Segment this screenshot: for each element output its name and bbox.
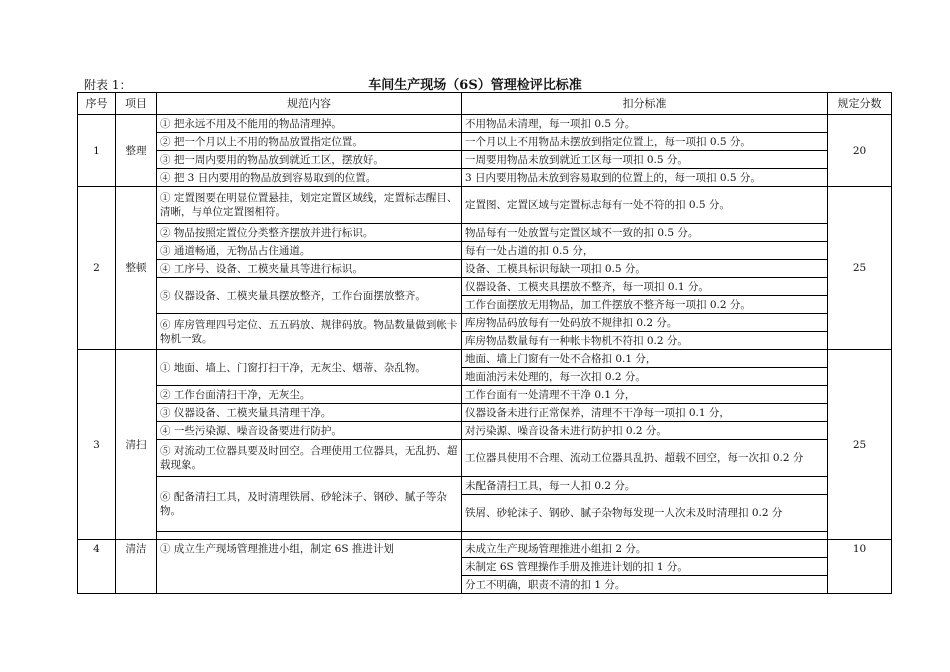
table-row [78,278,892,296]
deduct-cell: 未制定 6S 管理操作手册及推进计划的扣 1 分。 [462,558,828,576]
deduct-cell: 每有一处占道的扣 0.5 分， [462,242,828,260]
table-row [78,350,892,368]
deduct-cell: 库房物品码放每有一处码放不规律扣 0.2 分。 [462,314,828,332]
deduct-cell: 地面油污未处理的，每一次扣 0.2 分。 [462,368,828,386]
content-cell: ⑤ 仪器设备、工模夹量具摆放整齐，工作台面摆放整齐。 [157,278,462,314]
attachment-label: 附表 1： [84,78,132,92]
table-row [78,242,892,260]
table-row [78,477,892,495]
deduct-cell: 仪器设备、工模夹具摆放不整齐，每一项扣 0.1 分。 [462,278,828,296]
table-row [78,386,892,404]
table-row [78,540,892,558]
content-cell: ① 地面、墙上、门窗打扫干净，无灰尘、烟蒂、杂乱物。 [157,350,462,386]
table-row [78,260,892,278]
content-cell: ② 把一个月以上不用的物品放置指定位置。 [157,133,462,151]
content-cell: ② 工作台面清扫干净，无灰尘。 [157,386,462,404]
deduct-cell: 3 日内要用物品未放到容易取到的位置上的，每一项扣 0.5 分。 [462,169,828,187]
content-cell: ① 把永远不用及不能用的物品清理掉。 [157,115,462,133]
table-row [78,169,892,187]
section-seq: 2 [78,187,116,350]
table-row [78,133,892,151]
content-cell: ⑥ 配备清扫工具，及时清理铁屑、砂轮沫子、钢砂、腻子等杂物。 [157,477,462,532]
deduct-cell: 不用物品未清理，每一项扣 0.5 分。 [462,115,828,133]
deduct-cell: 库房物品数量每有一种帐卡物机不符扣 0.2 分。 [462,332,828,350]
section-seq: 1 [78,115,116,187]
content-cell: ③ 通道畅通，无物品占住通道。 [157,242,462,260]
deduct-cell: 物品每有一处放置与定置区域不一致的扣 0.5 分。 [462,224,828,242]
section-score: 20 [828,115,892,187]
table-row [78,440,892,477]
deduct-cell: 对污染源、噪音设备未进行防护扣 0.2 分。 [462,422,828,440]
section-score: 10 [828,540,892,594]
table-row [78,314,892,332]
deduct-cell: 定置图、定置区域与定置标志每有一处不符的扣 0.5 分。 [462,187,828,224]
content-cell: ⑤ 对流动工位器具要及时回空。合理使用工位器具，无乱扔、超载现象。 [157,440,462,477]
content-cell: ④ 一些污染源、噪音设备要进行防护。 [157,422,462,440]
deduct-cell: 仪器设备未进行正常保养，清理不干净每一项扣 0.1 分， [462,404,828,422]
table-row [78,422,892,440]
section-item: 清扫 [116,350,157,540]
content-cell: ③ 仪器设备、工模夹量具清理干净。 [157,404,462,422]
header-seq: 序号 [78,93,116,115]
deduct-cell: 未成立生产现场管理推进小组扣 2 分。 [462,540,828,558]
deduct-cell: 分工不明确，职责不清的扣 1 分。 [462,576,828,594]
content-cell: ① 成立生产现场管理推进小组，制定 6S 推进计划 [157,540,462,594]
section-item: 整顿 [116,187,157,350]
evaluation-table [77,92,892,594]
content-cell: ② 物品按照定置位分类整齐摆放并进行标识。 [157,224,462,242]
table-row [78,187,892,224]
deduct-cell: 工作台面有一处清理不干净 0.1 分， [462,386,828,404]
header-score: 规定分数 [828,93,892,115]
section-item: 整理 [116,115,157,187]
deduct-cell: 一周要用物品未放到就近工区每一项扣 0.5 分。 [462,151,828,169]
header-row [78,93,892,115]
header-deduct: 扣分标准 [462,93,828,115]
section-seq: 4 [78,540,116,594]
content-cell: ③ 把一周内要用的物品放到就近工区，摆放好。 [157,151,462,169]
table-row [78,224,892,242]
section-score: 25 [828,187,892,350]
spacer-cell [462,532,828,540]
section-score: 25 [828,350,892,540]
deduct-cell: 工位器具使用不合理、流动工位器具乱扔、超载不回空，每一次扣 0.2 分 [462,440,828,477]
deduct-cell: 设备、工模具标识每缺一项扣 0.5 分。 [462,260,828,278]
content-cell: ⑥ 库房管理四号定位、五五码放、规律码放。物品数量做到帐卡物机一致。 [157,314,462,350]
section-seq: 3 [78,350,116,540]
spacer-cell [157,532,462,540]
deduct-cell: 未配备清扫工具，每一人扣 0.2 分。 [462,477,828,495]
header-item: 项目 [116,93,157,115]
table-row [78,115,892,133]
content-cell: ① 定置图要在明显位置悬挂，划定定置区域线，定置标志醒目、清晰，与单位定置图相符。 [157,187,462,224]
content-cell: ④ 工序号、设备、工模夹量具等进行标识。 [157,260,462,278]
deduct-cell: 铁屑、砂轮沫子、钢砂、腻子杂物每发现一人次未及时清理扣 0.2 分 [462,495,828,532]
content-cell: ④ 把 3 日内要用的物品放到容易取到的位置。 [157,169,462,187]
document-title: 车间生产现场（6S）管理检评比标准 [368,78,582,93]
section-item: 清洁 [116,540,157,594]
spacer-row [78,532,892,540]
deduct-cell: 工作台面摆放无用物品，加工件摆放不整齐每一项扣 0.2 分。 [462,296,828,314]
deduct-cell: 地面、墙上门窗有一处不合格扣 0.1 分， [462,350,828,368]
deduct-cell: 一个月以上不用物品未摆放到指定位置上，每一项扣 0.5 分。 [462,133,828,151]
table-row [78,404,892,422]
header-content: 规范内容 [157,93,462,115]
table-row [78,151,892,169]
